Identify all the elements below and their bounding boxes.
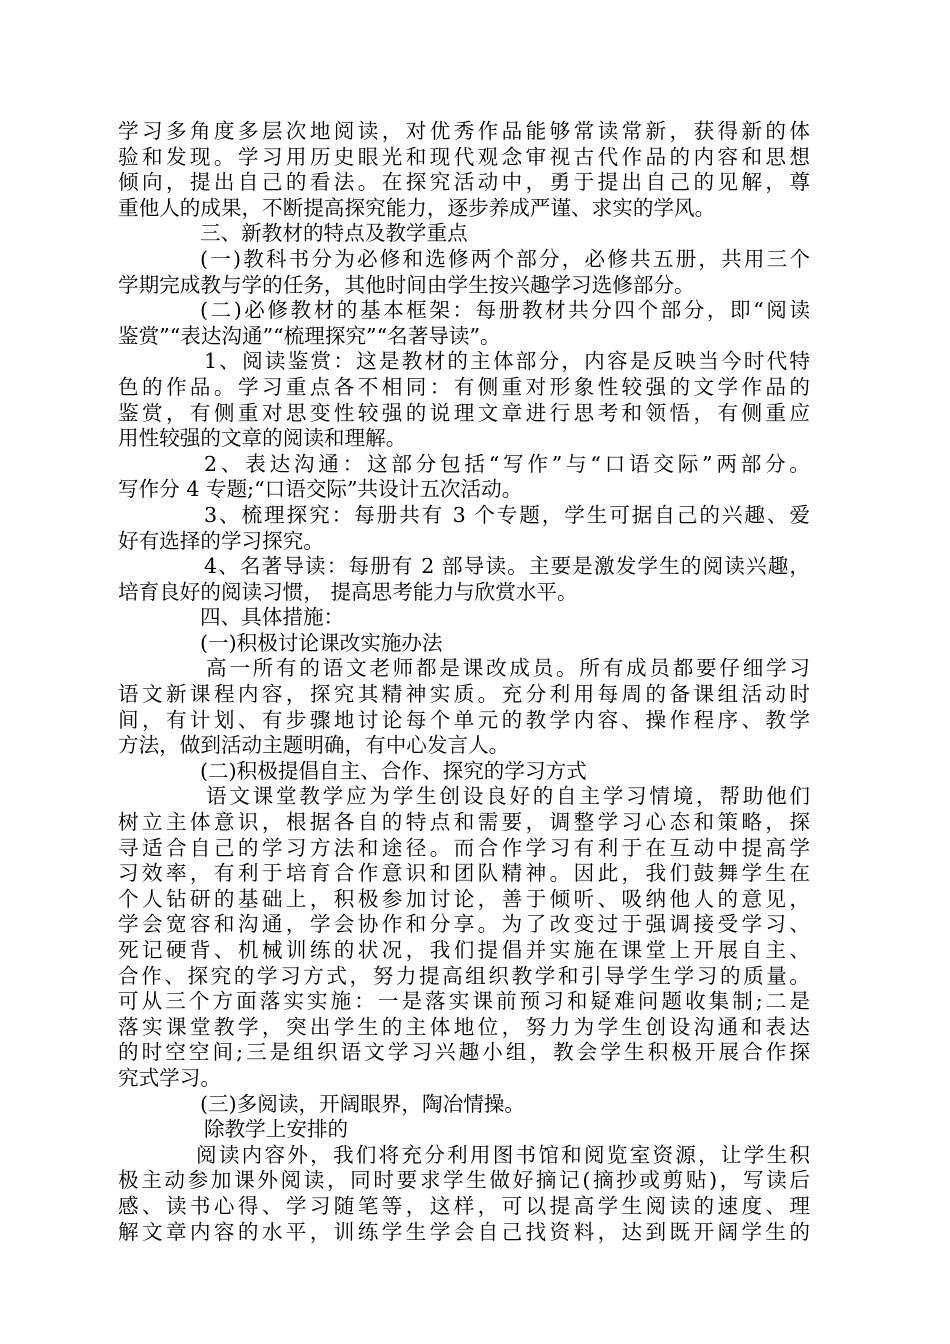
- text-line: 鉴赏”“表达沟通”“梳理探究”“名著导读”。: [118, 323, 501, 348]
- text-line: 培育良好的阅读习惯， 提高思考能力与欣赏水平。: [118, 579, 578, 604]
- text-line: 合作、探究的学习方式，努力提高组织教学和引导学生学习的质量。: [118, 963, 810, 988]
- text-line: 倾向，提出自己的看法。在探究活动中，勇于提出自己的见解，尊: [118, 170, 810, 195]
- text-line: 的时空空间;三是组织语文学习兴趣小组，教会学生积极开展合作探: [118, 1040, 810, 1065]
- text-line: 重他人的成果，不断提高探究能力，逐步养成严谨、求实的学风。: [118, 195, 716, 220]
- text-line: 四、具体措施：: [200, 605, 345, 630]
- text-line: 可从三个方面落实实施：一是落实课前预习和疑难问题收集制;二是: [118, 989, 810, 1014]
- text-line: (一)积极讨论课改实施办法: [200, 630, 443, 655]
- text-line: 除教学上安排的: [204, 1117, 349, 1142]
- document-body: [118, 119, 810, 1245]
- text-line: (二)积极提倡自主、合作、探究的学习方式: [200, 758, 587, 783]
- text-line: (一)教科书分为必修和选修两个部分，必修共五册，共用三个: [200, 246, 810, 271]
- text-line: 方法，做到活动主题明确，有中心发言人。: [118, 733, 510, 758]
- text-line: 用性较强的文章的阅读和理解。: [118, 426, 407, 451]
- text-line: 写作分 4 专题;“口语交际”共设计五次活动。: [118, 477, 523, 502]
- text-line: 死记硬背、机械训练的状况，我们提倡并实施在课堂上开展自主、: [118, 938, 810, 962]
- text-line: (三)多阅读，开阔眼界，陶冶情操。: [200, 1091, 525, 1116]
- text-line: 好有选择的学习探究。: [118, 528, 324, 553]
- text-line: 究式学习。: [118, 1065, 221, 1090]
- text-line: 4、名著导读：每册有 2 部导读。主要是激发学生的阅读兴趣，: [204, 554, 810, 579]
- text-line: 习效率，有利于培育合作意识和团队精神。因此，我们鼓舞学生在: [118, 861, 810, 886]
- text-line: 阅读内容外，我们将充分利用图书馆和阅览室资源，让学生积: [196, 1142, 810, 1167]
- text-line: 学会宽容和沟通，学会协作和分享。为了改变过于强调接受学习、: [118, 912, 810, 937]
- text-line: 感、读书心得、学习随笔等，这样，可以提高学生阅读的速度、理: [118, 1193, 810, 1218]
- text-line: 语文新课程内容，探究其精神实质。充分利用每周的备课组活动时: [118, 682, 810, 707]
- text-line: 语文课堂教学应为学生创设良好的自主学习情境，帮助他们: [206, 784, 810, 809]
- text-line: 2、表达沟通：这部分包括“写作”与“口语交际”两部分。: [204, 451, 810, 476]
- text-line: 寻适合自己的学习方法和途径。而合作学习有利于在互动中提高学: [118, 835, 810, 860]
- text-line: 三、新教材的特点及教学重点: [200, 221, 468, 246]
- text-line: 高一所有的语文老师都是课改成员。所有成员都要仔细学习: [206, 656, 810, 681]
- text-line: 验和发现。学习用历史眼光和现代观念审视古代作品的内容和思想: [118, 144, 810, 169]
- text-line: 3、梳理探究：每册共有 3 个专题，学生可据自己的兴趣、爱: [204, 502, 810, 527]
- text-line: 鉴赏，有侧重对思变性较强的说理文章进行思考和领悟，有侧重应: [118, 400, 810, 425]
- text-line: 落实课堂教学，突出学生的主体地位，努力为学生创设沟通和表达: [118, 1014, 810, 1039]
- text-line: (二)必修教材的基本框架：每册教材共分四个部分，即“阅读: [200, 298, 810, 323]
- text-line: 个人钻研的基础上，积极参加讨论，善于倾听、吸纳他人的意见，: [118, 886, 810, 911]
- text-line: 解文章内容的水平，训练学生学会自己找资料，达到既开阔学生的: [118, 1219, 810, 1244]
- text-line: 学习多角度多层次地阅读，对优秀作品能够常读常新，获得新的体: [118, 119, 810, 143]
- text-line: 色的作品。学习重点各不相同：有侧重对形象性较强的文学作品的: [118, 374, 810, 399]
- text-line: 极主动参加课外阅读，同时要求学生做好摘记(摘抄或剪贴)，写读后: [118, 1168, 810, 1193]
- text-line: 1、阅读鉴赏：这是教材的主体部分，内容是反映当今时代特: [204, 349, 810, 374]
- text-line: 树立主体意识，根据各自的特点和需要，调整学习心态和策略，探: [118, 810, 810, 835]
- text-line: 间，有计划、有步骤地讨论每个单元的教学内容、操作程序、教学: [118, 707, 810, 732]
- text-line: 学期完成教与学的任务，其他时间由学生按兴趣学习选修部分。: [118, 272, 695, 297]
